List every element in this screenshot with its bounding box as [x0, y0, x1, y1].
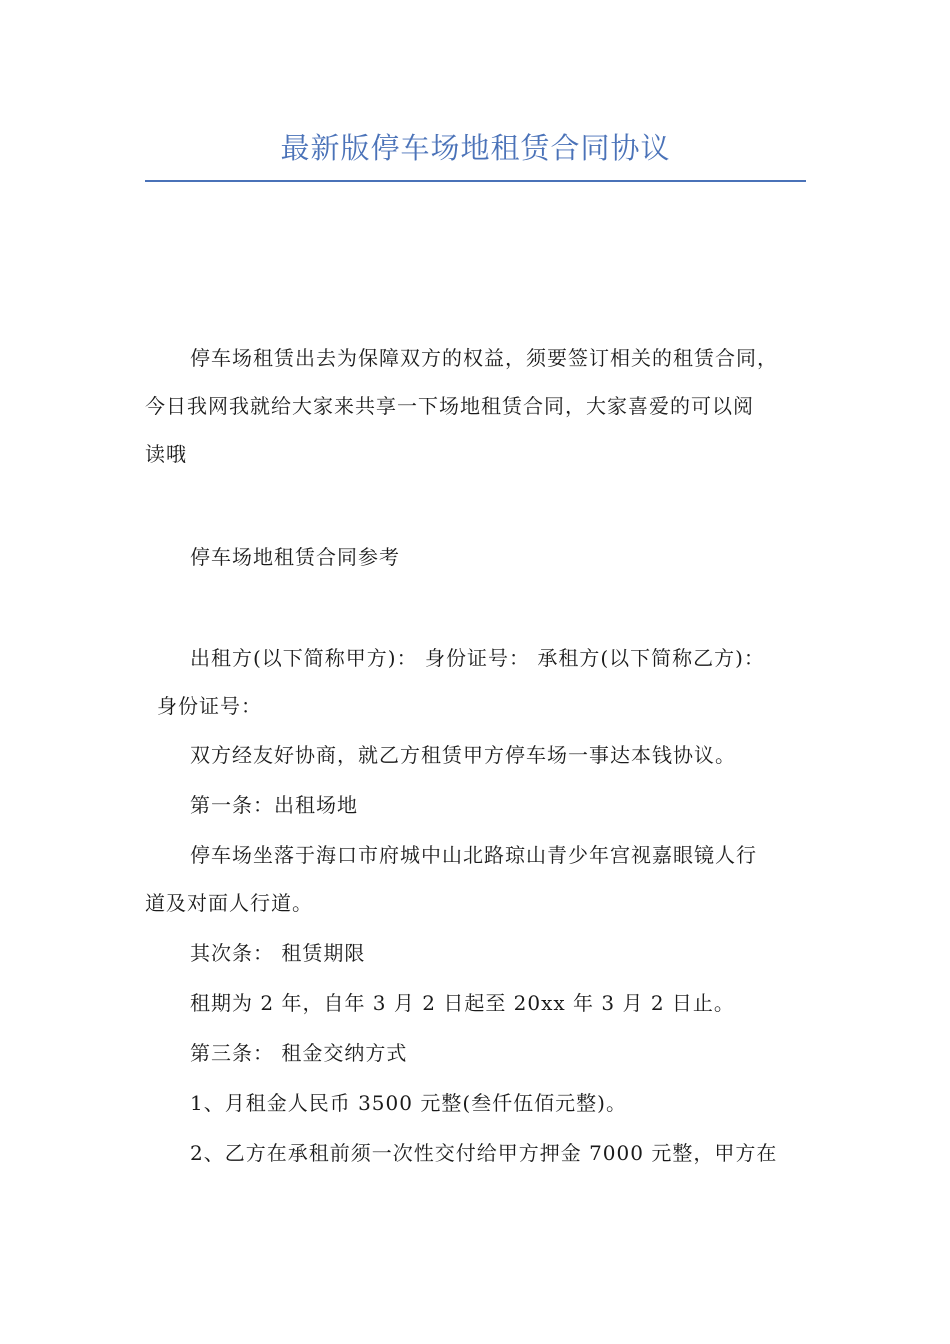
agreement-line: 双方经友好协商，就乙方租赁甲方停车场一事达本钱协议。 [190, 743, 736, 767]
article1-line: 道及对面人行道。 [145, 891, 313, 915]
subheading: 停车场地租赁合同参考 [190, 545, 400, 569]
parties-line: 出租方(以下简称甲方)： 身份证号： 承租方(以下简称乙方)： [190, 646, 765, 670]
intro-paragraph [145, 334, 825, 478]
article3-title-paragraph [145, 1029, 825, 1077]
article3-title: 第三条： 租金交纳方式 [190, 1041, 408, 1065]
article3-item1-paragraph [145, 1079, 825, 1127]
article3-item1: 1、月租金人民币 3500 元整(叁仟伍佰元整)。 [190, 1091, 627, 1115]
article2-title: 其次条： 租赁期限 [190, 941, 366, 965]
parties-paragraph [145, 634, 825, 730]
agreement-paragraph [145, 731, 825, 779]
article2-body-paragraph [145, 979, 825, 1027]
article3-item2-paragraph [145, 1129, 825, 1177]
article3-item2: 2、乙方在承租前须一次性交付给甲方押金 7000 元整，甲方在 [190, 1141, 778, 1165]
article1-title-paragraph [145, 781, 825, 829]
article2-title-paragraph [145, 929, 825, 977]
parties-line: 身份证号： [157, 694, 262, 718]
intro-line: 停车场租赁出去为保障双方的权益，须要签订相关的租赁合同， [190, 346, 778, 370]
title-underline [145, 180, 806, 182]
document-title: 最新版停车场地租赁合同协议 [280, 131, 671, 165]
article1-line: 停车场坐落于海口市府城中山北路琼山青少年宫视嘉眼镜人行 [190, 843, 757, 867]
intro-line: 读哦 [145, 442, 187, 466]
subheading-paragraph [145, 533, 825, 581]
article2-body: 租期为 2 年，自年 3 月 2 日起至 20xx 年 3 月 2 日止。 [190, 991, 735, 1015]
article1-title: 第一条：出租场地 [190, 793, 358, 817]
article1-body-paragraph [145, 831, 825, 927]
intro-line: 今日我网我就给大家来共享一下场地租赁合同，大家喜爱的可以阅 [145, 394, 754, 418]
